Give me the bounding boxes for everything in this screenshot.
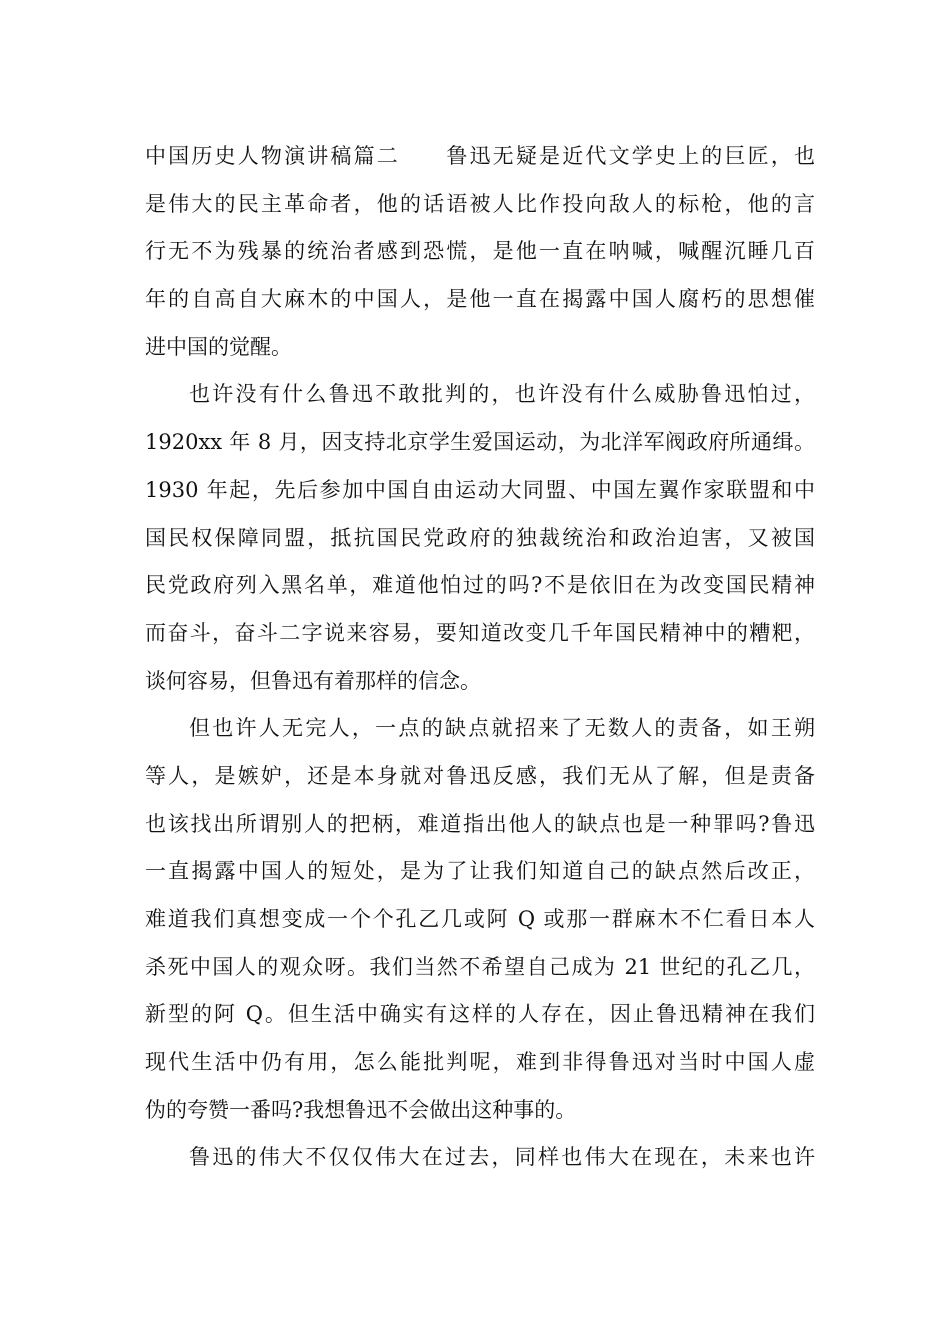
text-line: 新型的阿 Q。但生活中确实有这样的人存在，因止鲁迅精神在我们 <box>145 1002 815 1027</box>
text-line: 谈何容易，但鲁迅有着那样的信念。 <box>145 668 481 693</box>
text-line: 现代生活中仍有用，怎么能批判呢，难到非得鲁迅对当时中国人虚 <box>145 1050 815 1075</box>
text-line: 1930 年起，先后参加中国自由运动大同盟、中国左翼作家联盟和中 <box>145 477 815 502</box>
text-line: 难道我们真想变成一个个孔乙几或阿 Q 或那一群麻木不仁看日本人 <box>145 907 815 931</box>
text-line: 国民权保障同盟，抵抗国民党政府的独裁统治和政治迫害，又被国 <box>145 525 815 550</box>
text-line: 民党政府列入黑名单，难道他怕过的吗?不是依旧在为改变国民精神 <box>145 573 815 598</box>
paragraph-2 <box>145 371 815 705</box>
text-line: 年的自高自大麻木的中国人，是他一直在揭露中国人腐朽的思想催 <box>145 287 815 312</box>
text-line: 也该找出所谓别人的把柄，难道指出他人的缺点也是一种罪吗?鲁迅 <box>145 811 815 836</box>
text-line: 是伟大的民主革命者，他的话语被人比作投向敌人的标枪，他的言 <box>145 191 815 216</box>
text-line: 但也许人无完人，一点的缺点就招来了无数人的责备，如王朔 <box>189 716 815 741</box>
text-line: 鲁迅的伟大不仅仅伟大在过去，同样也伟大在现在，未来也许 <box>189 1145 815 1170</box>
text-line: 杀死中国人的观众呀。我们当然不希望自己成为 21 世纪的孔乙几， <box>145 954 815 979</box>
paragraph-1 <box>145 133 815 371</box>
text-line: 1920xx 年 8 月，因支持北京学生爱国运动，为北洋军阀政府所通缉。 <box>145 430 815 455</box>
text-line: 一直揭露中国人的短处，是为了让我们知道自己的缺点然后改正， <box>145 859 815 884</box>
text-line: 也许没有什么鲁迅不敢批判的，也许没有什么威胁鲁迅怕过， <box>189 382 815 407</box>
text-line: 进中国的觉醒。 <box>145 334 292 359</box>
text-line: 等人，是嫉妒，还是本身就对鲁迅反感，我们无从了解，但是责备 <box>145 763 815 788</box>
text-line: 而奋斗，奋斗二字说来容易，要知道改变几千年国民精神中的糟粑， <box>145 620 815 645</box>
document-body <box>145 133 815 1182</box>
paragraph-4 <box>145 1134 815 1182</box>
paragraph-3 <box>145 705 815 1134</box>
text-line: 行无不为残暴的统治者感到恐慌，是他一直在呐喊，喊醒沉睡几百 <box>145 239 815 264</box>
text-line: 伪的夸赞一番吗?我想鲁迅不会做出这种事的。 <box>145 1097 577 1122</box>
text-line: 中国历史人物演讲稿篇二 鲁迅无疑是近代文学史上的巨匠，也 <box>145 144 815 168</box>
